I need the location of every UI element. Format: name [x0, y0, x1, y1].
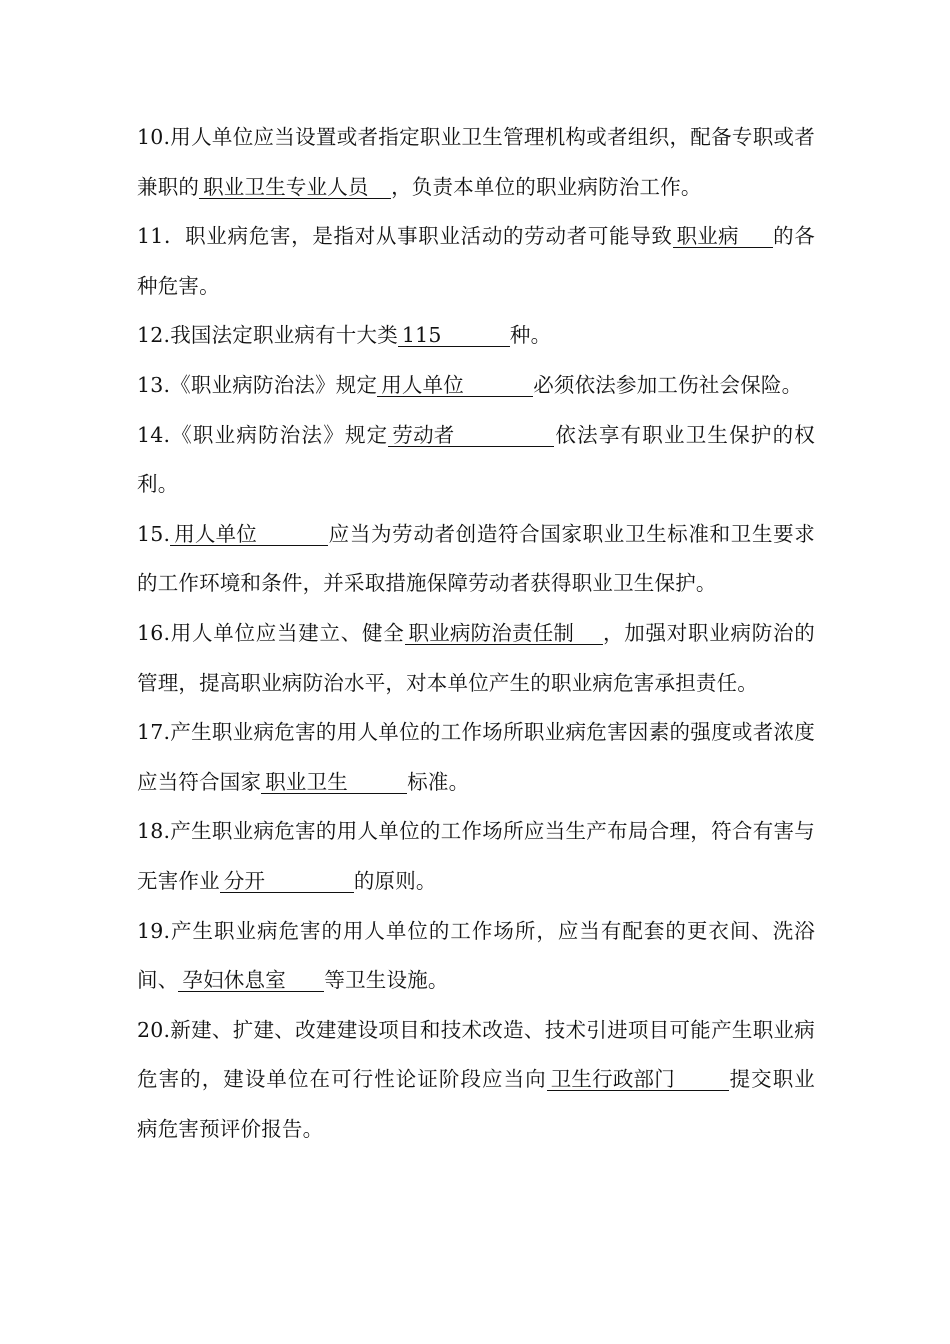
question-13	[137, 361, 815, 411]
answer-blank: 用人单位	[170, 523, 328, 546]
question-text: 18.产生职业病危害的用人单位的工作场所应当生产布局合理，符合有害与无害作业	[137, 819, 815, 893]
question-15	[137, 510, 815, 609]
question-text: 17.产生职业病危害的用人单位的工作场所职业病危害因素的强度或者浓度应当符合国家	[137, 720, 815, 794]
answer-blank: 分开	[220, 870, 354, 893]
answer-blank: 劳动者	[388, 424, 554, 447]
question-text: 16.用人单位应当建立、健全	[137, 620, 405, 645]
question-20	[137, 1006, 815, 1155]
question-text: 依法享有职业卫生保护的权利。	[137, 422, 815, 497]
answer-blank: 职业病防治责任制	[405, 622, 603, 645]
answer-blank: 115	[398, 324, 510, 347]
question-text: 标准。	[407, 769, 470, 794]
answer-blank: 孕妇休息室	[178, 969, 324, 992]
question-text: 13.《职业病防治法》规定	[137, 372, 378, 397]
question-text: 15.	[137, 521, 171, 546]
question-12	[137, 311, 815, 361]
question-19	[137, 907, 815, 1006]
question-text: 20.新建、扩建、改建建设项目和技术改造、技术引进项目可能产生职业病危害的，建设单位在可行性论证阶段应当向	[137, 1017, 815, 1092]
question-list	[137, 113, 815, 1154]
question-14	[137, 411, 815, 510]
question-text: 提交职业病危害预评价报告。	[137, 1067, 815, 1141]
question-16	[137, 609, 815, 708]
question-11	[137, 212, 815, 311]
answer-blank: 职业卫生	[261, 771, 407, 794]
question-text: ，加强对职业病防治的管理，提高职业病防治水平，对本单位产生的职业病危害承担责任。	[137, 620, 815, 695]
answer-blank: 卫生行政部门	[547, 1068, 729, 1091]
question-text: 应当为劳动者创造符合国家职业卫生标准和卫生要求的工作环境和条件，并采取措施保障劳动者获得职业卫生保护。	[137, 521, 815, 596]
question-18	[137, 807, 815, 906]
question-text: 的各种危害。	[137, 224, 815, 298]
question-text: ，负责本单位的职业病防治工作。	[391, 174, 702, 199]
question-text: 10.用人单位应当设置或者指定职业卫生管理机构或者组织，配备专职或者兼职的	[137, 125, 815, 199]
answer-blank: 用人单位	[377, 374, 533, 397]
question-17	[137, 708, 815, 807]
question-text: 等卫生设施。	[324, 968, 449, 993]
question-text: 14.《职业病防治法》规定	[137, 422, 389, 447]
question-text: 必须依法参加工伤社会保险。	[533, 372, 803, 397]
answer-blank: 职业卫生专业人员	[199, 176, 391, 199]
question-text: 19.产生职业病危害的用人单位的工作场所，应当有配套的更衣间、洗浴间、	[137, 918, 815, 993]
question-text: 12.我国法定职业病有十大类	[137, 323, 398, 348]
question-text: 种。	[509, 323, 552, 348]
question-10	[137, 113, 815, 212]
question-text: 11．职业病危害，是指对从事职业活动的劳动者可能导致	[137, 224, 673, 249]
question-text: 的原则。	[353, 868, 437, 893]
answer-blank: 职业病	[673, 225, 773, 248]
